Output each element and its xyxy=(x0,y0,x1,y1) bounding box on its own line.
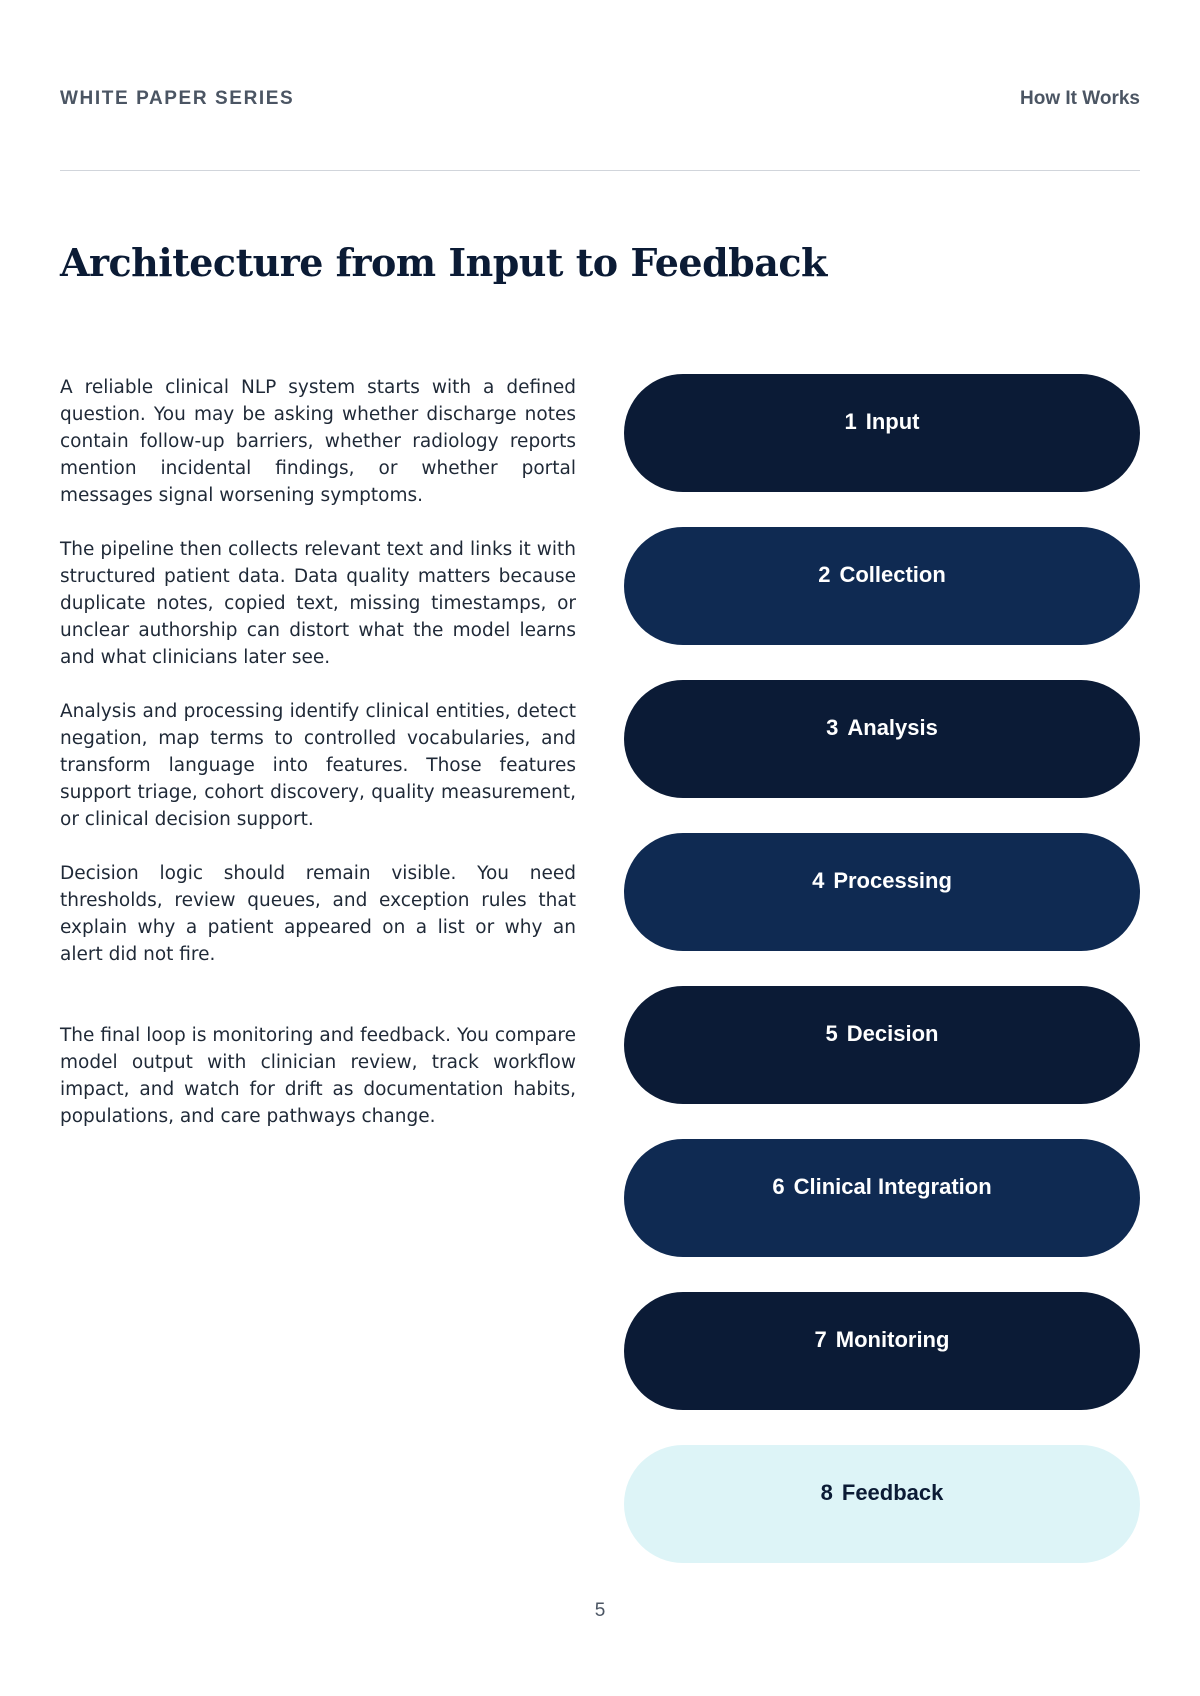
step-monitoring xyxy=(624,1292,1140,1410)
page-number: 5 xyxy=(594,1600,606,1621)
step-number: 6 xyxy=(772,1174,785,1199)
step-analysis xyxy=(624,680,1140,798)
step-label: Clinical Integration xyxy=(793,1174,992,1199)
step-number: 3 xyxy=(826,715,839,740)
section-label: How It Works xyxy=(1020,88,1140,109)
paragraph-decision: Decision logic should remain visible. You need thresholds, review queues, and exception rules that explain why a patient appeared on a list or why an alert did not fire. xyxy=(60,863,576,965)
page-title: Architecture from Input to Feedback xyxy=(60,240,827,285)
step-number: 4 xyxy=(812,868,825,893)
step-label: Processing xyxy=(833,868,952,893)
paragraph-collection: The pipeline then collects relevant text and links it with structured patient data. Data quality matters because duplicate notes, copied text, missing timestamps, or unclear authorship can distort what the model learns and what clinicians later see. xyxy=(60,539,576,668)
paragraph-input: A reliable clinical NLP system starts with a defined question. You may be asking whether discharge notes contain follow-up barriers, whether radiology reports mention incidental findings, or whether portal messages signal worsening symptoms. xyxy=(60,377,576,506)
step-decision xyxy=(624,986,1140,1104)
step-label: Collection xyxy=(839,562,946,587)
series-label: WHITE PAPER SERIES xyxy=(60,88,295,109)
body-text xyxy=(60,374,576,1157)
step-feedback xyxy=(624,1445,1140,1563)
step-label: Decision xyxy=(846,1021,939,1046)
step-number: 1 xyxy=(844,409,857,434)
pipeline-steps xyxy=(624,374,1140,1598)
step-label: Monitoring xyxy=(835,1327,950,1352)
paragraph-analysis: Analysis and processing identify clinical entities, detect negation, map terms to controlled vocabularies, and transform language into features. Those features support triage, cohort discovery, quality measurement, or clinical decision support. xyxy=(60,701,576,830)
step-number: 8 xyxy=(820,1480,833,1505)
step-processing xyxy=(624,833,1140,951)
step-number: 7 xyxy=(814,1327,827,1352)
header-divider xyxy=(60,170,1140,171)
step-clinical-integration xyxy=(624,1139,1140,1257)
page-header xyxy=(60,86,1140,112)
step-label: Feedback xyxy=(841,1480,944,1505)
paragraph-monitoring: The final loop is monitoring and feedback. You compare model output with clinician review, track workflow impact, and watch for drift as documentation habits, populations, and care pathways change. xyxy=(60,1025,576,1127)
step-number: 2 xyxy=(818,562,831,587)
step-input xyxy=(624,374,1140,492)
step-label: Analysis xyxy=(847,715,938,740)
step-number: 5 xyxy=(825,1021,838,1046)
step-collection xyxy=(624,527,1140,645)
step-label: Input xyxy=(865,409,920,434)
